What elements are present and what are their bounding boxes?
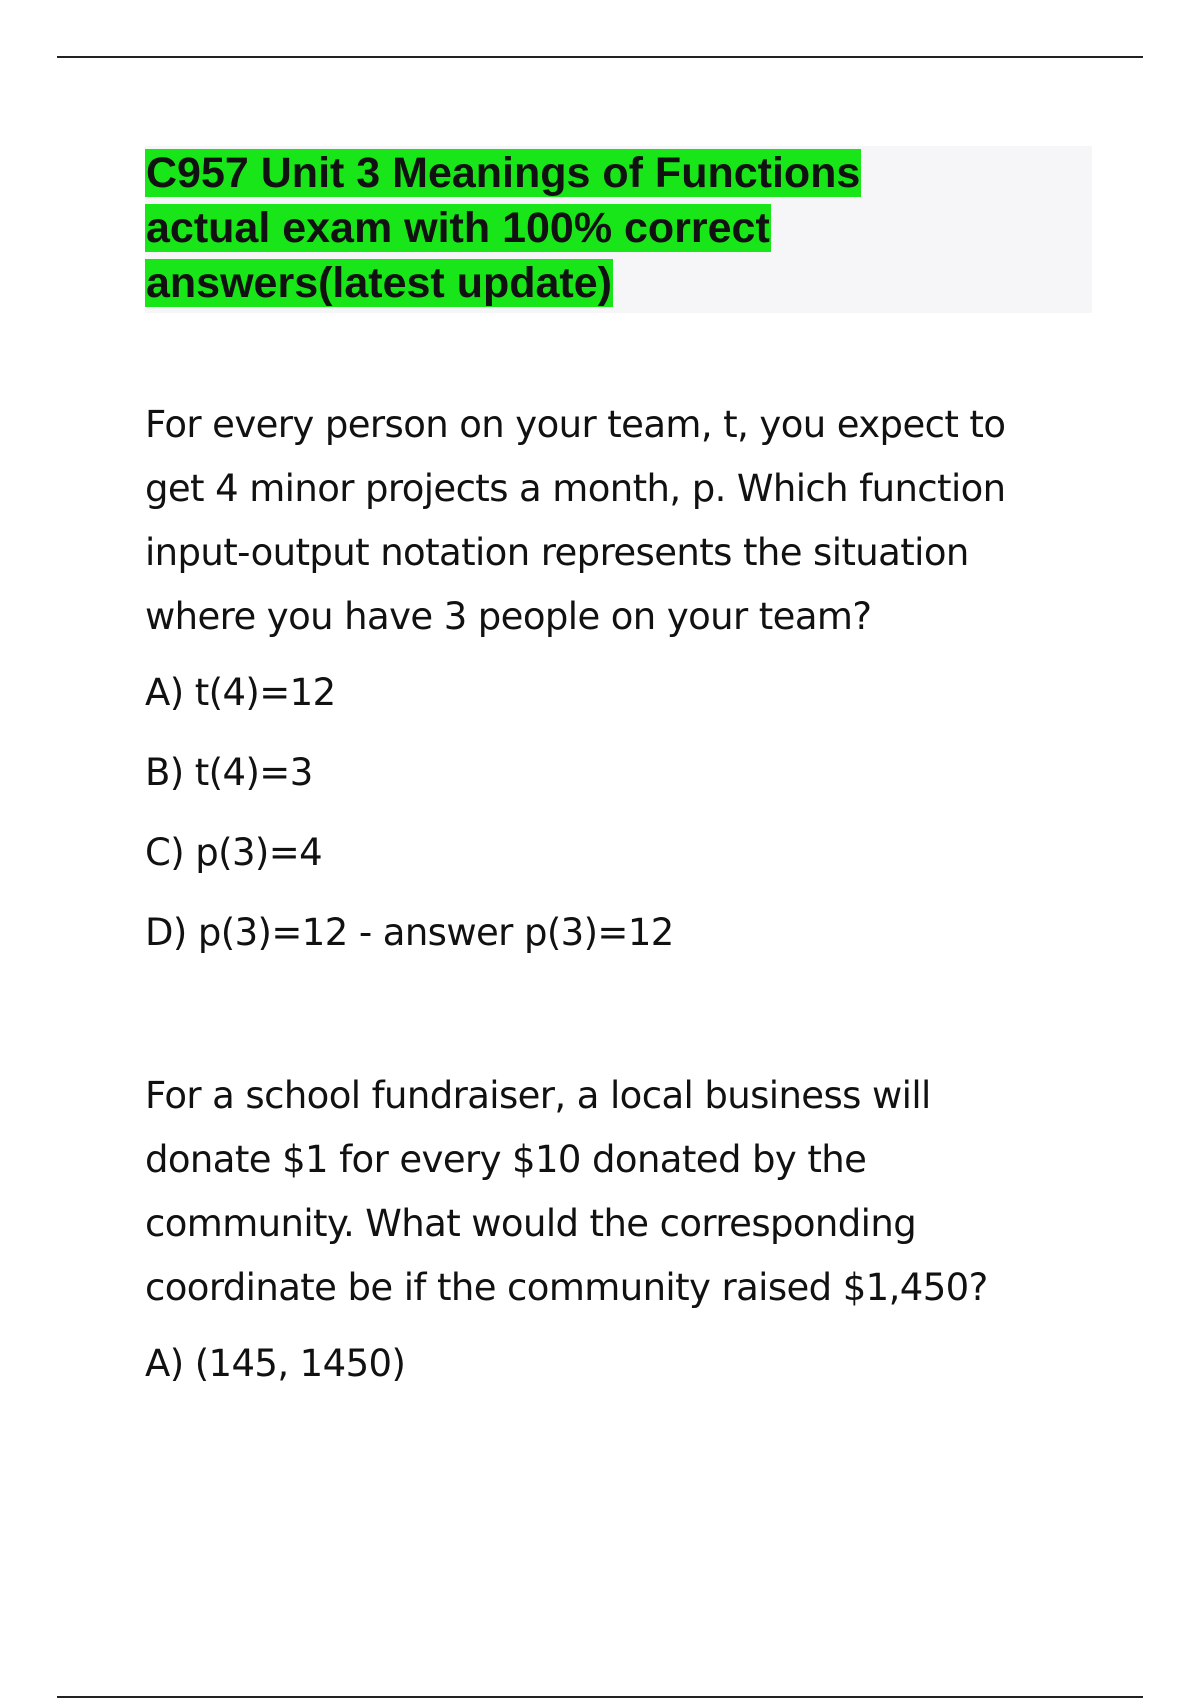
question-2-option-a: A) (145, 1450) <box>145 1342 406 1385</box>
title-line-3: answers(latest update) <box>146 259 612 307</box>
question-1-line-1: For every person on your team, t, you expect to <box>145 403 1006 446</box>
title-line-1: C957 Unit 3 Meanings of Functions <box>146 149 861 197</box>
question-1-options <box>145 661 1105 981</box>
question-2-line-1: For a school fundraiser, a local business will <box>145 1074 931 1117</box>
bottom-rule <box>57 1696 1143 1698</box>
question-2 <box>145 1064 1105 1412</box>
question-2-options <box>145 1332 1105 1412</box>
question-1-line-4: where you have 3 people on your team? <box>145 595 872 638</box>
question-2-line-4: coordinate be if the community raised $1,450? <box>145 1266 988 1309</box>
question-1-option-a: A) t(4)=12 <box>145 671 336 714</box>
title-block <box>145 146 1092 313</box>
document-title <box>145 146 1092 311</box>
question-1-option-c: C) p(3)=4 <box>145 831 323 874</box>
question-2-text <box>145 1064 1105 1320</box>
question-2-line-3: community. What would the corresponding <box>145 1202 917 1245</box>
question-1-text <box>145 393 1105 649</box>
question-1-option-d: D) p(3)=12 - answer p(3)=12 <box>145 911 674 954</box>
question-2-line-2: donate $1 for every $10 donated by the <box>145 1138 867 1181</box>
question-1-line-3: input-output notation represents the situation <box>145 531 969 574</box>
question-1-option-b: B) t(4)=3 <box>145 751 313 794</box>
top-rule <box>57 56 1143 58</box>
question-1 <box>145 393 1105 981</box>
title-line-2: actual exam with 100% correct <box>146 204 770 252</box>
question-1-line-2: get 4 minor projects a month, p. Which function <box>145 467 1006 510</box>
